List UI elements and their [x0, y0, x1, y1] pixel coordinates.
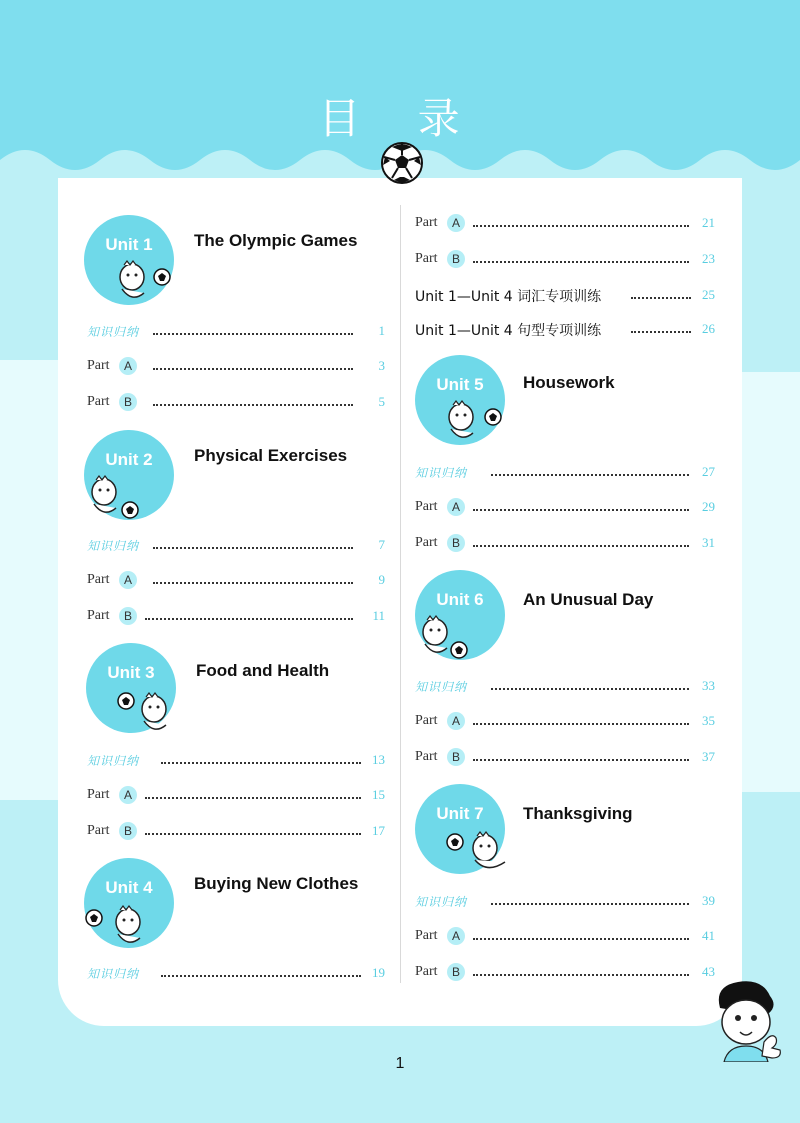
part-badge: A	[119, 786, 137, 804]
page-ref: 37	[702, 749, 715, 764]
part-badge: A	[447, 712, 465, 730]
unit-title[interactable]: Food and Health	[196, 661, 330, 680]
knowledge-summary-label: 知识归纳	[87, 754, 140, 768]
part-badge: A	[119, 357, 137, 375]
toc-row[interactable]	[415, 320, 715, 340]
part-badge: B	[119, 393, 137, 411]
left-side-tab	[0, 360, 58, 800]
part-badge: A	[447, 214, 465, 232]
page-ref: 41	[702, 928, 715, 943]
dot-leader	[473, 938, 689, 940]
toc-row[interactable]	[415, 892, 715, 912]
page-title: 目 录	[318, 94, 482, 143]
part-label: Part	[415, 713, 438, 728]
part-badge: B	[119, 607, 137, 625]
part-badge: A	[119, 571, 137, 589]
special-training-label: Unit 1—Unit 4 词汇专项训练	[415, 289, 602, 305]
part-label: Part	[87, 394, 110, 409]
dot-leader	[473, 225, 689, 227]
toc-row[interactable]	[87, 536, 387, 556]
dinosaur-mascot-icon	[445, 399, 505, 449]
page-ref: 21	[702, 215, 715, 230]
toc-row[interactable]	[415, 712, 715, 732]
part-label: Part	[415, 251, 438, 266]
page-ref: 9	[378, 572, 385, 587]
toc-row[interactable]	[87, 393, 387, 413]
dot-leader	[473, 974, 689, 976]
dinosaur-mascot-icon	[445, 830, 511, 878]
knowledge-summary-label: 知识归纳	[415, 466, 468, 480]
page-ref: 27	[702, 464, 715, 479]
toc-row[interactable]	[87, 751, 387, 771]
dot-leader	[473, 261, 689, 263]
page-ref: 26	[702, 321, 715, 336]
unit-title[interactable]: Physical Exercises	[194, 446, 348, 465]
toc-row[interactable]	[87, 786, 387, 806]
page-number: 1	[395, 1055, 405, 1072]
page-ref: 23	[702, 251, 715, 266]
dot-leader	[473, 723, 689, 725]
toc-row[interactable]	[87, 607, 387, 627]
boy-thumbs-up-icon	[706, 978, 786, 1062]
dot-leader	[145, 618, 353, 620]
part-badge: B	[447, 250, 465, 268]
page-ref: 3	[378, 358, 385, 373]
toc-row[interactable]	[415, 250, 715, 270]
unit-label: Unit 2	[105, 450, 153, 469]
part-badge: B	[447, 534, 465, 552]
dinosaur-mascot-icon	[415, 614, 475, 664]
dot-leader	[631, 331, 691, 333]
page-ref: 25	[702, 287, 715, 302]
toc-row[interactable]	[415, 463, 715, 483]
dot-leader	[631, 297, 691, 299]
part-badge: A	[447, 498, 465, 516]
dot-leader	[473, 545, 689, 547]
toc-row[interactable]	[87, 964, 387, 984]
part-badge: A	[447, 927, 465, 945]
knowledge-summary-label: 知识归纳	[87, 539, 140, 553]
unit-label: Unit 7	[436, 804, 484, 823]
part-label: Part	[415, 215, 438, 230]
page-ref: 13	[372, 752, 385, 767]
page-ref: 33	[702, 678, 715, 693]
page-ref: 5	[378, 394, 385, 409]
part-label: Part	[415, 964, 438, 979]
page-ref: 39	[702, 893, 715, 908]
unit-title[interactable]: The Olympic Games	[194, 231, 358, 250]
unit-title[interactable]: An Unusual Day	[523, 590, 654, 609]
toc-row[interactable]	[415, 498, 715, 518]
column-divider	[400, 205, 401, 983]
page-ref: 1	[378, 323, 385, 338]
part-badge: B	[447, 963, 465, 981]
toc-row[interactable]	[415, 748, 715, 768]
page-ref: 35	[702, 713, 715, 728]
toc-row[interactable]	[415, 963, 715, 983]
part-label: Part	[87, 572, 110, 587]
part-label: Part	[415, 928, 438, 943]
dinosaur-mascot-icon	[116, 691, 176, 739]
dot-leader	[491, 903, 689, 905]
part-badge: B	[119, 822, 137, 840]
page-ref: 15	[372, 787, 385, 802]
dot-leader	[473, 759, 689, 761]
part-label: Part	[87, 358, 110, 373]
toc-row[interactable]	[415, 286, 715, 306]
dot-leader	[491, 474, 689, 476]
knowledge-summary-label: 知识归纳	[87, 967, 140, 981]
unit-label: Unit 5	[436, 375, 484, 394]
dot-leader	[153, 404, 353, 406]
part-label: Part	[415, 749, 438, 764]
dinosaur-mascot-icon	[84, 904, 148, 952]
unit-title[interactable]: Thanksgiving	[523, 804, 633, 823]
dot-leader	[153, 368, 353, 370]
soccer-ball-icon	[380, 141, 424, 185]
dot-leader	[161, 975, 361, 977]
knowledge-summary-label: 知识归纳	[87, 325, 140, 339]
dot-leader	[491, 688, 689, 690]
toc-row[interactable]	[87, 322, 387, 342]
toc-row[interactable]	[415, 677, 715, 697]
dinosaur-mascot-icon	[116, 259, 176, 309]
special-training-label: Unit 1—Unit 4 句型专项训练	[415, 323, 602, 339]
dot-leader	[145, 797, 361, 799]
dot-leader	[153, 547, 353, 549]
toc-row[interactable]	[415, 534, 715, 554]
dot-leader	[161, 762, 361, 764]
part-label: Part	[87, 787, 110, 802]
toc-row[interactable]	[87, 357, 387, 377]
toc-row[interactable]	[415, 927, 715, 947]
knowledge-summary-label: 知识归纳	[415, 895, 468, 909]
dot-leader	[145, 833, 361, 835]
page-ref: 7	[378, 537, 385, 552]
page-ref: 17	[372, 823, 385, 838]
part-label: Part	[415, 499, 438, 514]
unit-label: Unit 1	[105, 235, 153, 254]
dot-leader	[153, 582, 353, 584]
dinosaur-mascot-icon	[84, 474, 144, 524]
page-ref: 11	[372, 608, 385, 623]
unit-title[interactable]: Buying New Clothes	[194, 874, 359, 893]
part-label: Part	[415, 535, 438, 550]
unit-title[interactable]: Housework	[523, 373, 615, 392]
page-ref: 19	[372, 965, 385, 980]
dot-leader	[153, 333, 353, 335]
knowledge-summary-label: 知识归纳	[415, 680, 468, 694]
dot-leader	[473, 509, 689, 511]
right-side-tab	[742, 372, 800, 792]
part-label: Part	[87, 823, 110, 838]
unit-label: Unit 4	[105, 878, 153, 897]
part-label: Part	[87, 608, 110, 623]
toc-row[interactable]	[415, 214, 715, 234]
part-badge: B	[447, 748, 465, 766]
page-ref: 31	[702, 535, 715, 550]
toc-row[interactable]	[87, 571, 387, 591]
unit-label: Unit 3	[107, 663, 155, 682]
toc-row[interactable]	[87, 822, 387, 842]
page-ref: 43	[702, 964, 715, 979]
page-ref: 29	[702, 499, 715, 514]
unit-label: Unit 6	[436, 590, 484, 609]
